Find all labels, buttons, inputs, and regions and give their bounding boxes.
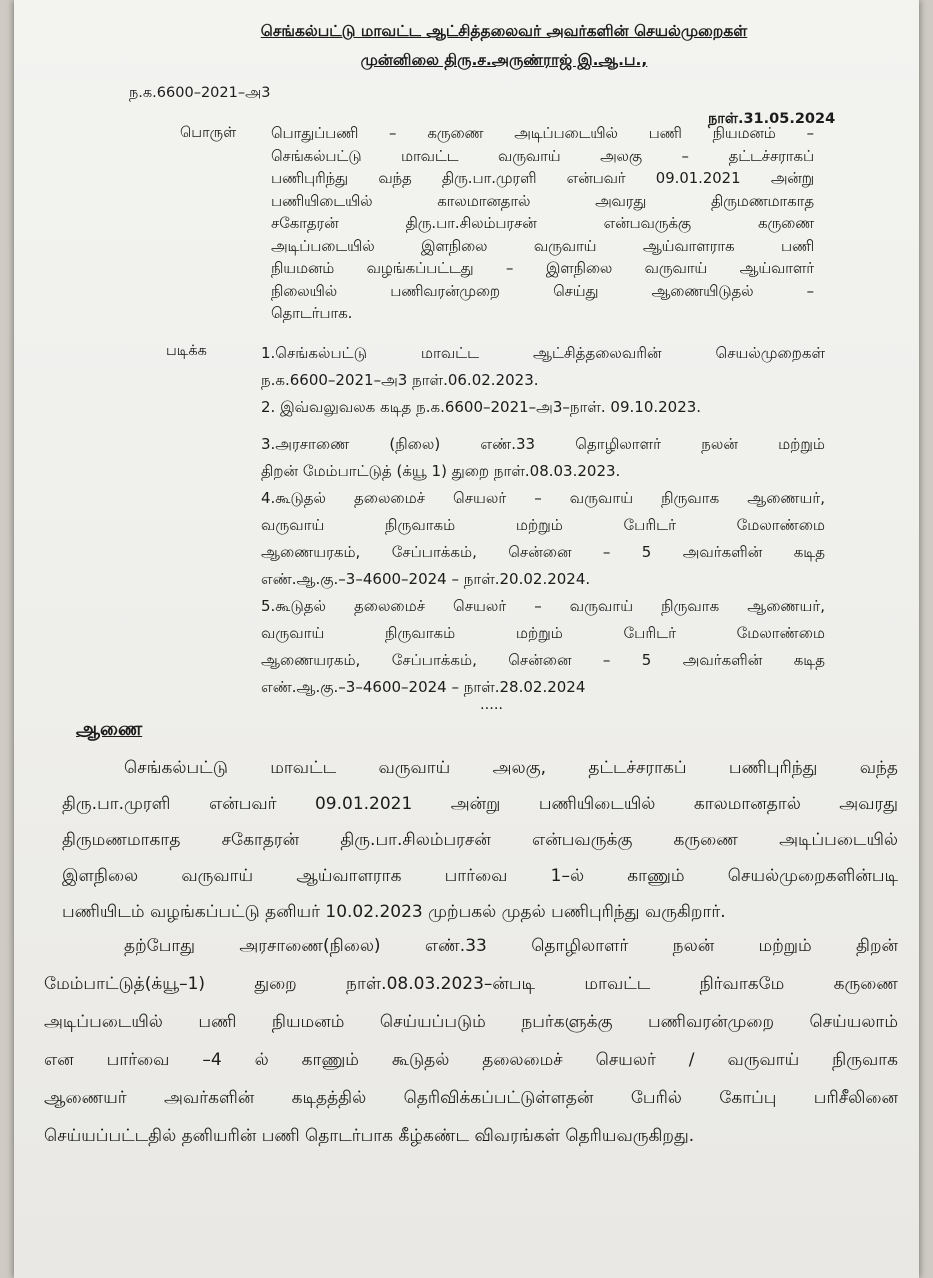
document-date: நாள்.31.05.2024 — [708, 111, 836, 127]
references-label: படிக்க — [166, 343, 207, 359]
reference-line: வருவாய் நிருவாகம் மற்றும் பேரிடர் மேலாண்மை — [261, 624, 825, 642]
order-paragraph-2 — [44, 927, 898, 1155]
paragraph-line: திருமணமாகாத சகோதரன் திரு.பா.சிலம்பரசன் என்பவருக்கு கருணை அடிப்படையில் — [62, 830, 898, 850]
presiding-officer-line: முன்னிலை திரு.ச.அருண்ராஜ் இ.ஆ.ப., — [360, 51, 648, 69]
paragraph-line: மேம்பாட்டுத்(க்யூ–1) துறை நாள்.08.03.2023–ன்படி மாவட்ட நிர்வாகமே கருணை — [44, 974, 898, 994]
reference-line: 3.அரசாணை (நிலை) எண்.33 தொழிலாளர் நலன் மற்றும் — [261, 435, 825, 453]
continuation-dots: ..... — [480, 697, 504, 713]
paragraph-line: இளநிலை வருவாய் ஆய்வாளராக பார்வை 1–ல் காணும் செயல்முறைகளின்படி — [62, 866, 898, 886]
paragraph-line: தற்போது அரசாணை(நிலை) எண்.33 தொழிலாளர் நலன் மற்றும் திறன் — [124, 936, 898, 956]
subject-line: செங்கல்பட்டு மாவட்ட வருவாய் அலகு – தட்டச்சராகப் — [271, 147, 814, 165]
subject-block — [271, 123, 814, 326]
subject-label: பொருள் — [180, 125, 237, 141]
order-heading: ஆணை — [76, 718, 143, 740]
reference-line: 1.செங்கல்பட்டு மாவட்ட ஆட்சித்தலைவரின் செயல்முறைகள் — [261, 344, 825, 362]
reference-line: எண்.ஆ.கு.–3–4600–2024 – நாள்.20.02.2024. — [261, 570, 591, 588]
file-number: ந.க.6600–2021–அ3 — [129, 85, 271, 101]
paragraph-line: செய்யப்பட்டதில் தனியரின் பணி தொடர்பாக கீழ்கண்ட விவரங்கள் தெரியவருகிறது. — [44, 1126, 695, 1146]
subject-line: பொதுப்பணி – கருணை அடிப்படையில் பணி நியமனம் – — [271, 125, 814, 142]
subject-line: சகோதரன் திரு.பா.சிலம்பரசன் என்பவருக்கு கருணை — [271, 215, 814, 232]
paragraph-line: என பார்வை –4 ல் காணும் கூடுதல் தலைமைச் செயலர் / வருவாய் நிருவாக — [44, 1050, 898, 1070]
references-block — [261, 340, 825, 701]
reference-line: 4.கூடுதல் தலைமைச் செயலர் – வருவாய் நிருவாக ஆணையர், — [261, 489, 825, 507]
reference-line: 5.கூடுதல் தலைமைச் செயலர் – வருவாய் நிருவாக ஆணையர், — [261, 597, 825, 615]
document-page — [14, 0, 919, 1278]
paragraph-line: அடிப்படையில் பணி நியமனம் செய்யப்படும் நபர்களுக்கு பணிவரன்முறை செய்யலாம் — [44, 1012, 898, 1032]
paragraph-line: திரு.பா.முரளி என்பவர் 09.01.2021 அன்று பணியிடையில் காலமானதால் அவரது — [62, 794, 898, 814]
reference-line: ஆணையரகம், சேப்பாக்கம், சென்னை – 5 அவர்களின் கடித — [261, 651, 825, 669]
subject-line: பணியிடையில் காலமானதால் அவரது திருமணமாகாத — [271, 192, 814, 210]
document-title: செங்கல்பட்டு மாவட்ட ஆட்சித்தலைவர் அவர்களின் செயல்முறைகள் — [260, 22, 748, 40]
paragraph-line: செங்கல்பட்டு மாவட்ட வருவாய் அலகு, தட்டச்சராகப் பணிபுரிந்து வந்த — [124, 758, 898, 778]
reference-line: வருவாய் நிருவாகம் மற்றும் பேரிடர் மேலாண்மை — [261, 516, 825, 534]
reference-line: திறன் மேம்பாட்டுத் (க்யூ 1) துறை நாள்.08.03.2023. — [261, 462, 621, 480]
reference-line: ந.க.6600–2021–அ3 நாள்.06.02.2023. — [261, 371, 539, 389]
subject-line: நியமனம் வழங்கப்பட்டது – இளநிலை வருவாய் ஆய்வாளர் — [271, 260, 814, 277]
subject-line: பணிபுரிந்து வந்த திரு.பா.முரளி என்பவர் 09.01.2021 அன்று — [271, 170, 814, 187]
order-paragraph-1 — [62, 750, 898, 930]
reference-line: ஆணையரகம், சேப்பாக்கம், சென்னை – 5 அவர்களின் கடித — [261, 543, 825, 561]
paragraph-line: ஆணையர் அவர்களின் கடிதத்தில் தெரிவிக்கப்பட்டுள்ளதன் பேரில் கோப்பு பரிசீலினை — [44, 1088, 898, 1108]
subject-line: தொடர்பாக. — [271, 305, 353, 322]
paragraph-line: பணியிடம் வழங்கப்பட்டு தனியர் 10.02.2023 முற்பகல் முதல் பணிபுரிந்து வருகிறார். — [62, 902, 726, 922]
subject-line: அடிப்படையில் இளநிலை வருவாய் ஆய்வாளராக பணி — [271, 237, 814, 255]
reference-line: எண்.ஆ.கு.–3–4600–2024 – நாள்.28.02.2024 — [261, 678, 586, 696]
reference-line: 2. இவ்வலுவலக கடித ந.க.6600–2021–அ3–நாள். 09.10.2023. — [261, 398, 702, 416]
subject-line: நிலையில் பணிவரன்முறை செய்து ஆணையிடுதல் – — [271, 282, 814, 300]
